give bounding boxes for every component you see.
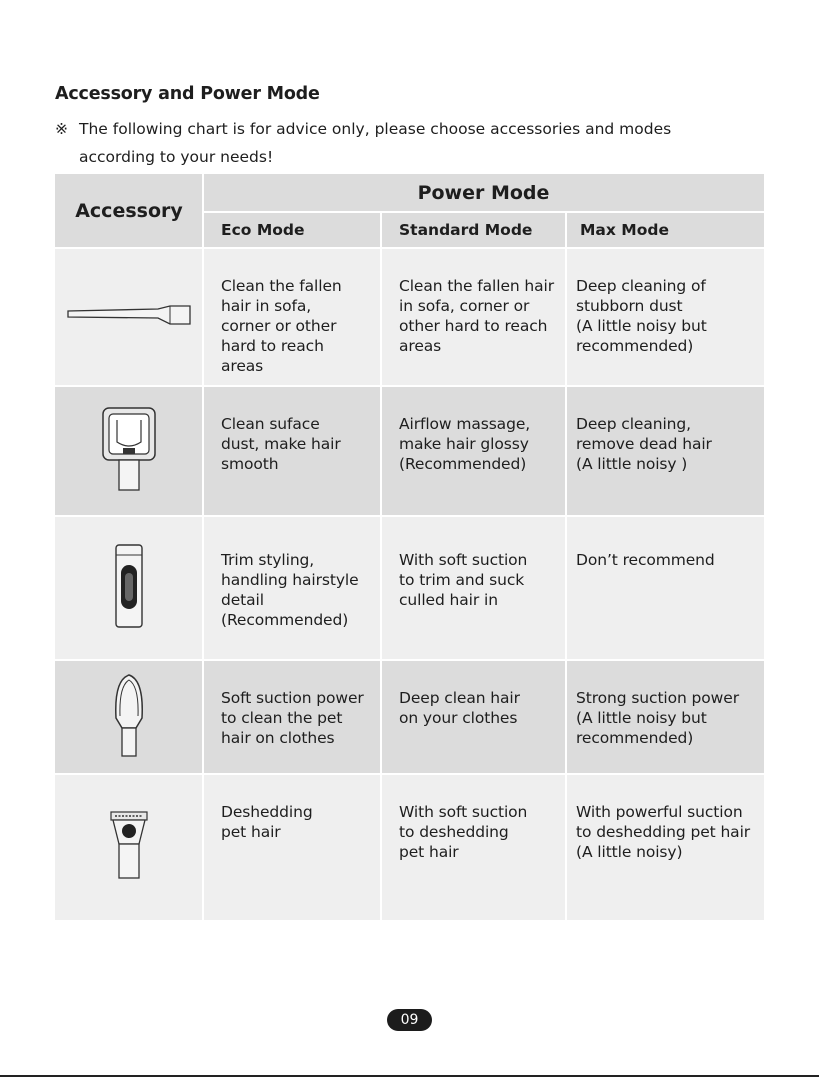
- row-1-eco-text: Clean the fallen hair in sofa, corner or other hard to reach areas: [203, 248, 381, 386]
- advice-note: [55, 115, 755, 171]
- row-1-max-text: Deep cleaning of stubborn dust (A little noisy but recommended): [566, 248, 764, 386]
- divider: [55, 247, 764, 249]
- standard-mode-header: Standard Mode: [381, 212, 566, 248]
- max-mode-header: Max Mode: [566, 212, 764, 248]
- accessory-cell-row-2: [55, 386, 203, 516]
- row-3-standard-text: With soft suction to trim and suck culled hair in: [381, 516, 566, 660]
- row-4-eco-text: Soft suction power to clean the pet hair on clothes: [203, 660, 381, 774]
- divider: [55, 773, 764, 775]
- row-3-max-text: Don’t recommend: [566, 516, 764, 660]
- note-line-2: according to your needs!: [79, 148, 274, 166]
- row-4-max-text: Strong suction power (A little noisy but recommended): [566, 660, 764, 774]
- hair-trimmer-icon: [114, 543, 144, 633]
- divider: [380, 212, 382, 920]
- row-5-eco-text: Deshedding pet hair: [203, 774, 381, 920]
- deshedding-comb-icon: [109, 810, 149, 884]
- accessory-cell-row-1: [55, 248, 203, 386]
- row-1-standard-text: Clean the fallen hair in sofa, corner or other hard to reach areas: [381, 248, 566, 386]
- row-2-eco-text: Clean suface dust, make hair smooth: [203, 386, 381, 516]
- accessory-cell-row-3: [55, 516, 203, 660]
- accessory-cell-row-4: [55, 660, 203, 774]
- divider: [55, 659, 764, 661]
- divider: [202, 174, 204, 920]
- eco-mode-header: Eco Mode: [203, 212, 381, 248]
- divider: [55, 385, 764, 387]
- accessory-column-header: Accessory: [55, 174, 203, 248]
- power-mode-header: Power Mode: [203, 174, 764, 212]
- note-line-1: The following chart is for advice only, please choose accessories and modes: [79, 120, 672, 138]
- row-2-max-text: Deep cleaning, remove dead hair (A little noisy ): [566, 386, 764, 516]
- row-5-standard-text: With soft suction to deshedding pet hair: [381, 774, 566, 920]
- divider: [203, 211, 764, 213]
- row-5-max-text: With powerful suction to deshedding pet hair (A little noisy): [566, 774, 764, 920]
- divider: [55, 515, 764, 517]
- pet-nozzle-icon: [112, 672, 146, 762]
- section-title: Accessory and Power Mode: [55, 84, 320, 104]
- styling-brush-icon: [99, 406, 159, 496]
- row-3-eco-text: Trim styling, handling hairstyle detail (Recommended): [203, 516, 381, 660]
- page-number: 09: [387, 1009, 432, 1031]
- note-mark: ※: [55, 120, 68, 138]
- row-4-standard-text: Deep clean hair on your clothes: [381, 660, 566, 774]
- accessory-power-mode-table: [55, 174, 764, 920]
- crevice-tool-icon: [66, 303, 192, 331]
- divider: [565, 212, 567, 920]
- accessory-cell-row-5: [55, 774, 203, 920]
- row-2-standard-text: Airflow massage, make hair glossy (Recommended): [381, 386, 566, 516]
